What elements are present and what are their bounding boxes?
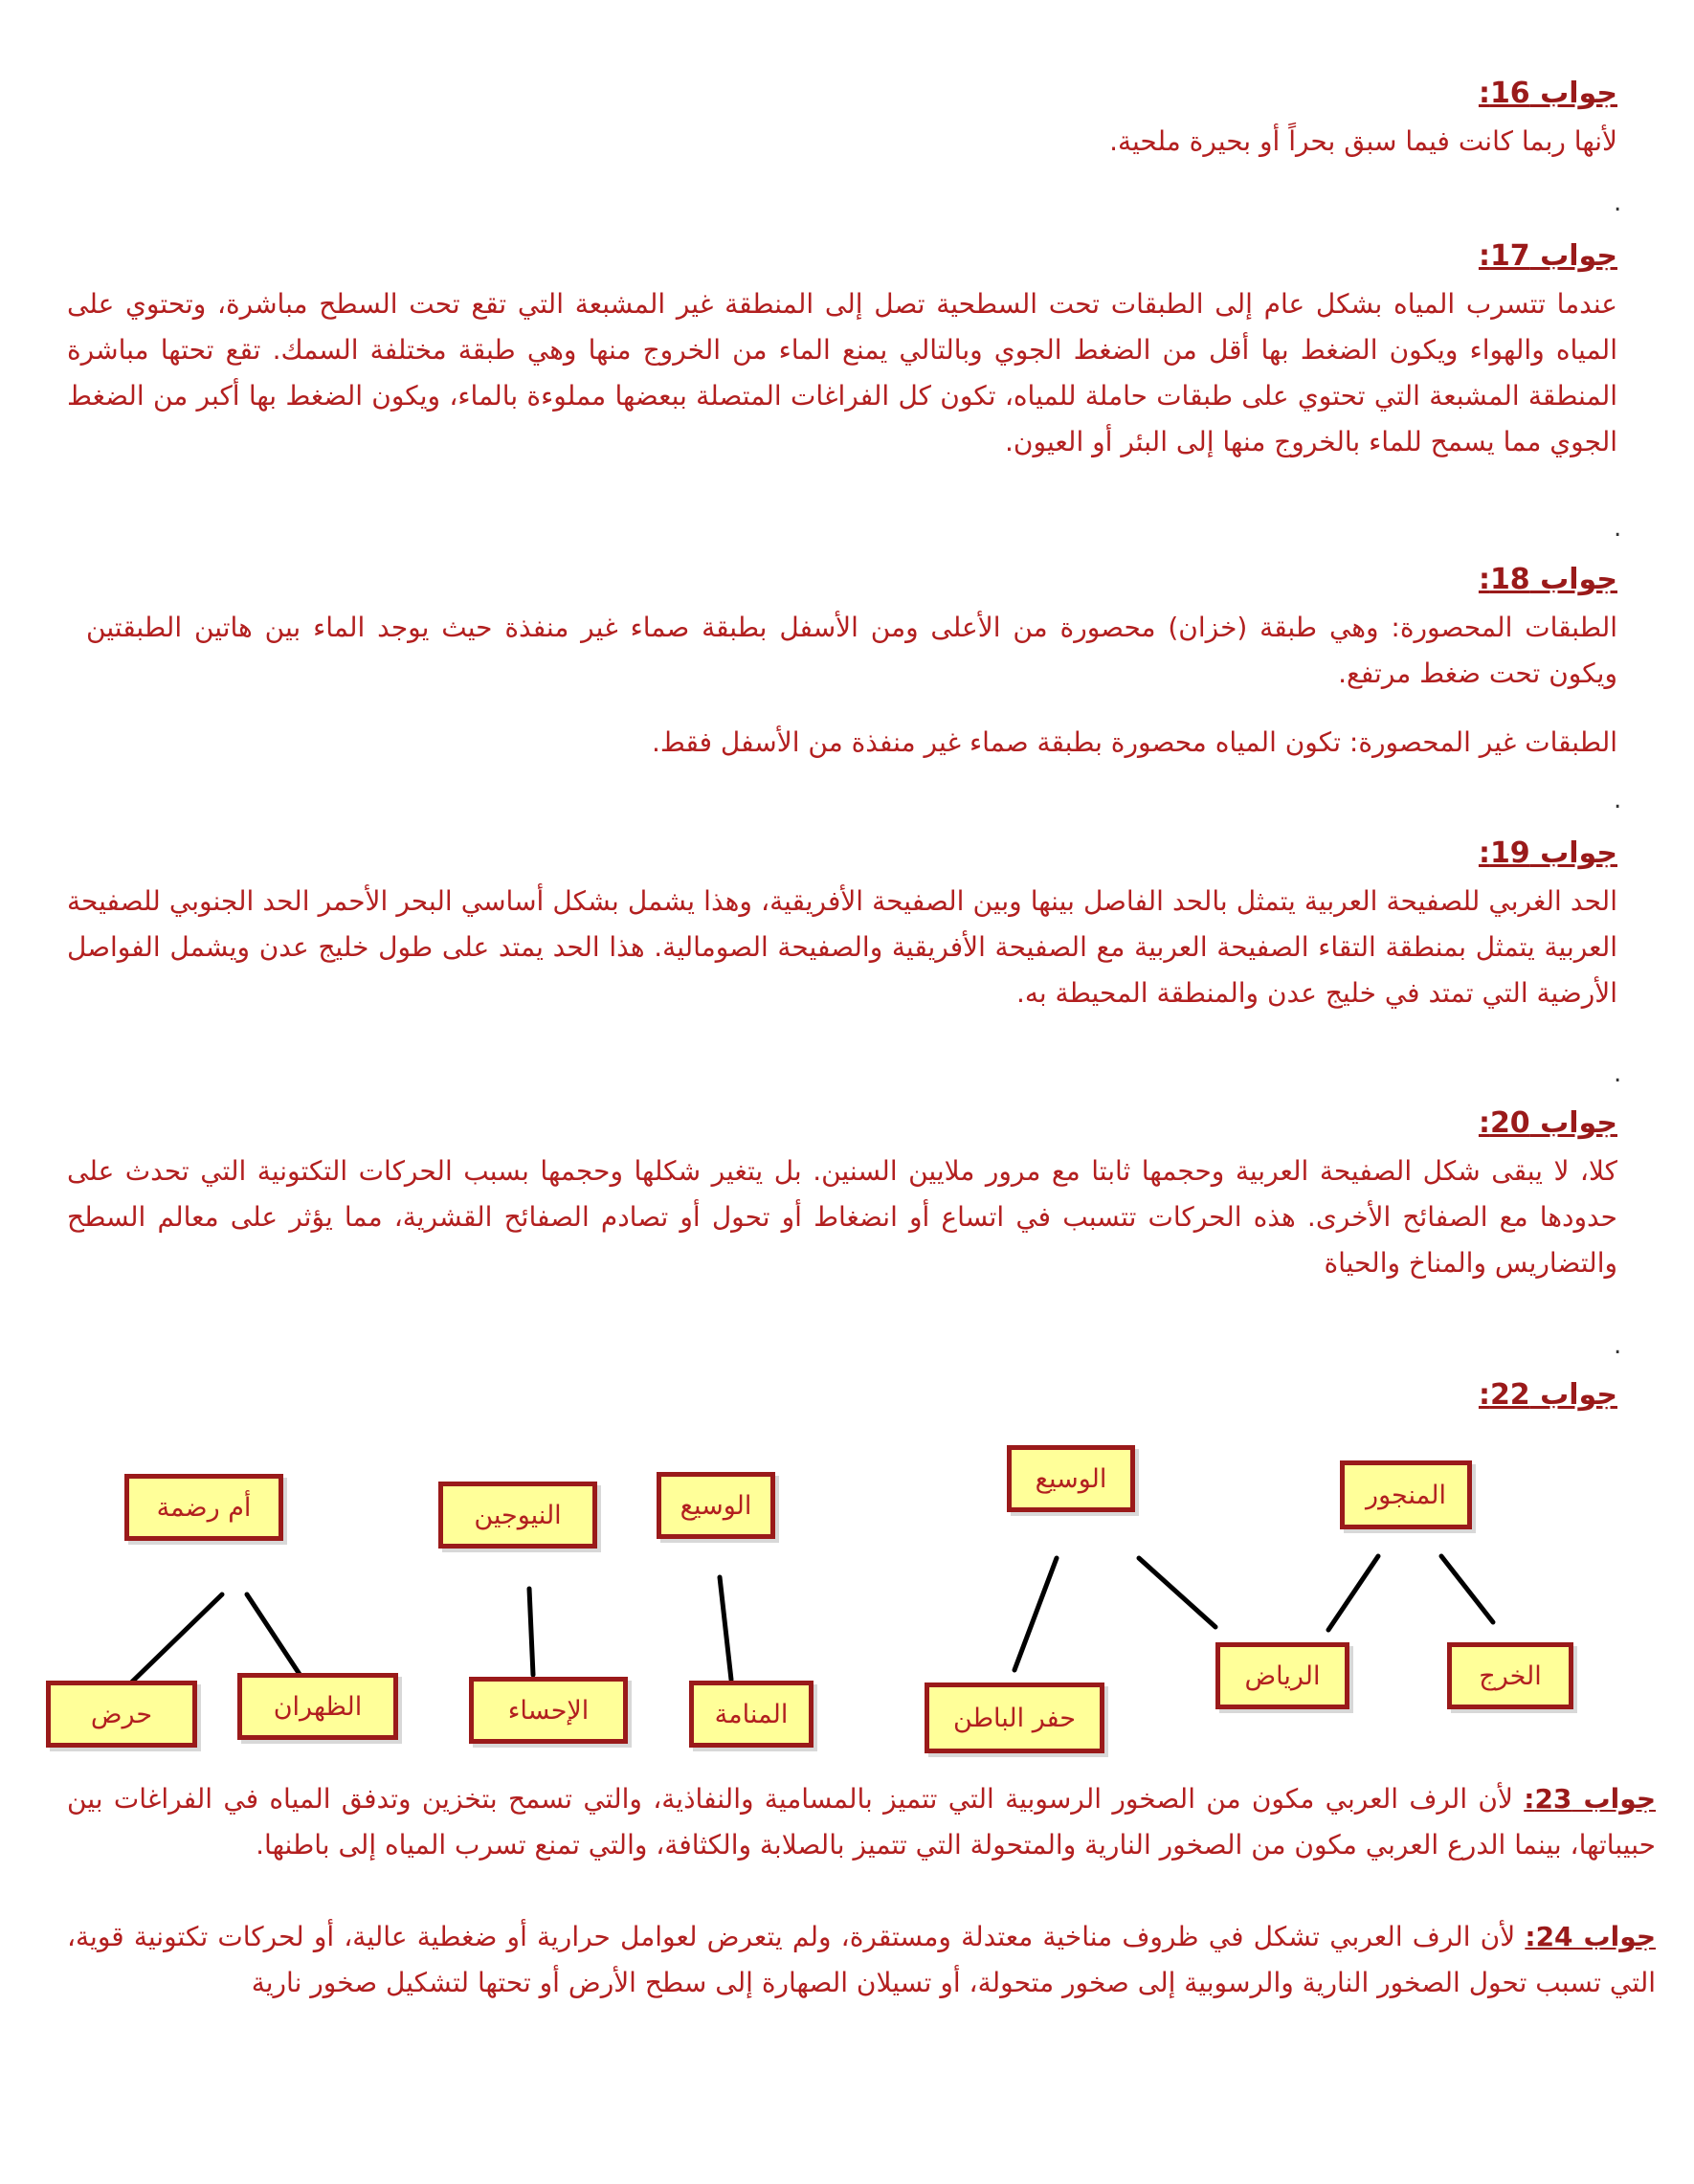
connector-wasia-riyadh (1139, 1558, 1215, 1627)
separator-dot: . (1614, 1331, 1622, 1360)
box-ahsa: الإحساء (469, 1677, 628, 1744)
box-hafr-albatin: حفر الباطن (925, 1683, 1104, 1753)
answer-18-heading: جواب 18: (1478, 563, 1617, 596)
separator-dot: . (1614, 1059, 1622, 1088)
box-riyadh: الرياض (1215, 1642, 1349, 1709)
box-wasia-2: الوسيع (1007, 1445, 1135, 1512)
connector-manjur-riyadh (1328, 1556, 1378, 1630)
box-harad: حرض (46, 1681, 197, 1748)
connector-wasia-manama (720, 1577, 731, 1680)
connector-wasia-hafr (1014, 1558, 1057, 1670)
answer-20-heading: جواب 20: (1478, 1106, 1617, 1140)
answer-17-heading: جواب 17: (1478, 239, 1617, 273)
answer-24-text: لأن الرف العربي تشكل في ظروف مناخية معتدلة ومستقرة، ولم يتعرض لعوامل حرارية أو ضغطية عالية، أو لحركات تكتونية قوية، التي تسبب تحول الصخور النارية والرسوبية إلى صخور متحولة، أو تسيلان الصهارة إلى سطح الأرض أو تحتها لتشكيل صخور نارية (67, 1921, 1656, 1998)
box-um-radma: أم رضمة (124, 1474, 283, 1541)
box-kharj: الخرج (1447, 1642, 1573, 1709)
answer-18-text-unconfined: الطبقات غير المحصورة: تكون المياه محصورة بطبقة صماء غير منفذة من الأسفل فقط. (652, 726, 1617, 758)
answer-23-heading: جواب 23: (1524, 1783, 1657, 1815)
box-manjur: المنجور (1340, 1460, 1472, 1529)
answer-24-heading: جواب 24: (1525, 1921, 1656, 1952)
answer-24 (67, 1914, 1656, 2006)
separator-dot: . (1614, 786, 1622, 814)
connector-manjur-kharj (1441, 1556, 1493, 1622)
answer-22-heading: جواب 22: (1478, 1378, 1617, 1412)
box-manama: المنامة (689, 1681, 814, 1748)
answer-18-text-confined: الطبقات المحصورة: وهي طبقة (خزان) محصورة من الأعلى ومن الأسفل بطبقة صماء غير منفذة حيث يوجد الماء بين هاتين الطبقتين ويكون تحت ضغط مرتفع. (86, 612, 1617, 689)
answer-16-text: لأنها ربما كانت فيما سبق بحراً أو بحيرة ملحية. (1109, 125, 1617, 157)
answer-23-text: لأن الرف العربي مكون من الصخور الرسوبية التي تتميز بالمسامية والنفاذية، والتي تسمح بتخزين وتدفق المياه في الفراغات بين حبيباتها، بينما الدرع العربي مكون من الصخور النارية والمتحولة التي تتميز بالصلابة والكثافة، والتي تمنع تسرب المياه إلى باطنها. (67, 1783, 1656, 1861)
separator-dot: . (1614, 514, 1622, 543)
connector-nuyujin-ahsa (529, 1589, 533, 1675)
box-nuyujin: النيوجين (438, 1482, 597, 1549)
connector-um-radma-dhahran (247, 1594, 306, 1684)
answer-17-text: عندما تتسرب المياه بشكل عام إلى الطبقات تحت السطحية تصل إلى المنطقة غير المشبعة التي تقع تحت السطح مباشرة، وتحتوي على المياه والهواء ويكون الضغط بها أقل من الضغط الجوي وبالتالي يمنع الماء من الخروج منها وهي طبقة مختلفة السمك. تقع تحتها مباشرة المنطقة المشبعة التي تحتوي على طبقات حاملة للمياه، تكون كل الفراغات المتصلة ببعضها مملوءة بالماء، ويكون الضغط بها أكبر من الضغط الجوي مما يسمح للماء بالخروج منها إلى البئر أو العيون. (67, 288, 1617, 457)
answer-19-text: الحد الغربي للصفيحة العربية يتمثل بالحد الفاصل بينها وبين الصفيحة الأفريقية، وهذا يشمل بشكل أساسي البحر الأحمر الحد الجنوبي للصفيحة العربية يتمثل بمنطقة التقاء الصفيحة العربية مع الصفيحة الأفريقية والصفيحة الصومالية. هذا الحد يمتد على طول خليج عدن ويشمل الفواصل الأرضية التي تمتد في خليج عدن والمنطقة المحيطة به. (67, 885, 1617, 1009)
separator-dot: . (1614, 189, 1622, 217)
connector-um-radma-harad (124, 1594, 222, 1689)
answer-23 (67, 1776, 1656, 1868)
box-dhahran: الظهران (237, 1673, 398, 1740)
answer-16-heading: جواب 16: (1478, 77, 1617, 110)
answer-20-text: كلا، لا يبقى شكل الصفيحة العربية وحجمها ثابتا مع مرور ملايين السنين. بل يتغير شكلها وحجمها بسبب الحركات التكتونية التي تحدث على حدودها مع الصفائح الأخرى. هذه الحركات تتسبب في اتساع أو انضغاط أو تحول أو تصادم الصفائح القشرية، مما يؤثر على معالم السطح والتضاريس والمناخ والحياة (67, 1155, 1617, 1279)
box-wasia-1: الوسيع (657, 1472, 775, 1539)
answer-19-heading: جواب 19: (1478, 836, 1617, 870)
